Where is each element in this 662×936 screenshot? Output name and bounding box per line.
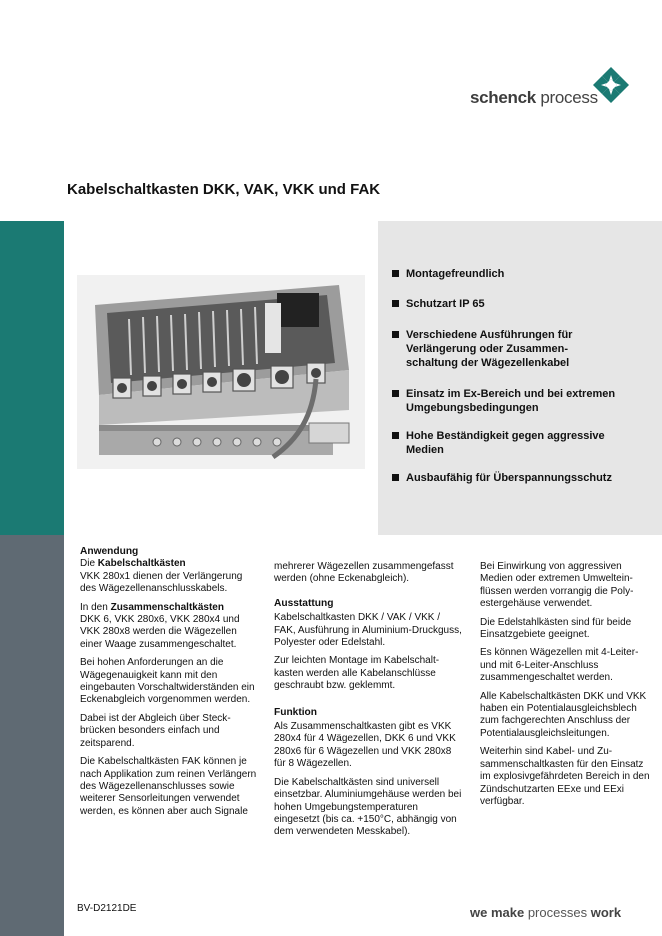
feature-item xyxy=(392,267,644,281)
slogan-part: we make xyxy=(470,905,525,920)
brand-slogan xyxy=(470,905,621,920)
section-heading-funktion: Funktion xyxy=(274,706,318,718)
feature-item xyxy=(392,429,644,457)
bullet-square-icon xyxy=(392,270,399,277)
side-bar-gray xyxy=(0,535,64,936)
document-code: BV-D2121DE xyxy=(77,903,137,914)
side-bar-teal xyxy=(0,221,64,535)
bold-term: Kabelschaltkästen xyxy=(97,558,186,570)
paragraph: Als Zusammenschaltkasten gibt es VKK 280x4 für 4 Wägezellen, DKK 6 und VKK 280x6 für 6 Wägezellen und VKK 280x8 für 8 Wägezellen. xyxy=(274,721,456,770)
feature-item xyxy=(392,387,644,415)
feature-item xyxy=(392,471,644,485)
paragraph: Bei Einwirkung von aggressiven Medien oder extremen Umwelteinflüssen werden vorrangig die Polyestergehäuse verwendet. xyxy=(480,561,634,610)
paragraph: Alle Kabelschaltkästen DKK und VKK haben ein Potentialausgleichsblech zum fachgerechten Anschluss der Potentialausgleichsleitungen. xyxy=(480,690,647,739)
feature-text: Einsatz im Ex-Bereich und bei extremen Umgebungsbedingungen xyxy=(406,388,616,414)
paragraph: Die Kabelschaltkästen sind universell einsetzbar. Aluminiumgehäuse werden bei hohen Umgebungstemperaturen eingesetzt (bis ca. +150°C, abhängig von dem verwendeten Messkabel). xyxy=(274,776,462,838)
feature-text: Schutzart IP 65 xyxy=(406,298,485,310)
brand-logo-text xyxy=(470,88,598,108)
text-column-3 xyxy=(480,561,655,814)
page-title: Kabelschaltkasten DKK, VAK, VKK und FAK xyxy=(67,181,381,198)
paragraph xyxy=(80,558,260,595)
product-photo xyxy=(77,275,365,469)
bullet-square-icon xyxy=(392,300,399,307)
text: DKK 6, VKK 280x6, VKK 280x4 und VKK 280x8 werden die Wägezellen einer Waage zusammengeschaltet. xyxy=(80,614,240,650)
slogan-part: work xyxy=(590,905,622,920)
paragraph: Es können Wägezellen mit 4-Leiter- und mit 6-Leiter-Anschluss zusammengeschaltet werden. xyxy=(480,647,639,684)
feature-item xyxy=(392,328,644,370)
brand-name-bold: schenck xyxy=(470,88,536,107)
schenck-logo-icon xyxy=(592,66,630,104)
bullet-square-icon xyxy=(392,390,399,397)
bullet-square-icon xyxy=(392,474,399,481)
text-column-2 xyxy=(274,561,464,845)
feature-text: Ausbaufähig für Überspannungsschutz xyxy=(406,472,612,484)
section-heading-anwendung: Anwendung xyxy=(80,546,139,557)
paragraph: Die Kabelschaltkästen FAK können je nach Applikation zum reinen Verlängern des Wägezellenanschlusses sowie weiterer Sensorleitungen verwendet werden, es können aber auch Signale xyxy=(80,756,257,817)
paragraph: Die Edelstahlkästen sind für beide Einsatzgebiete geeignet. xyxy=(480,616,632,641)
bold-term: Zusammenschaltkästen xyxy=(110,601,224,613)
text-column-1 xyxy=(80,546,260,824)
section-heading-ausstattung: Ausstattung xyxy=(274,597,334,609)
text: In den xyxy=(80,601,111,613)
feature-text: Hohe Beständigkeit gegen aggressive Medien xyxy=(406,430,605,456)
paragraph: Bei hohen Anforderungen an die Wägegenauigkeit kann mit den eingebauten Vorschaltwiderständen ein Eckenabgleich vorgenommen werden. xyxy=(80,657,255,706)
paragraph: mehrerer Wägezellen zusammengefasst werden (ohne Eckenabgleich). xyxy=(274,561,454,585)
feature-text: Montagefreundlich xyxy=(406,268,505,280)
text: VKK 280x1 dienen der Verlängerung des Wägezellenanschlusskabels. xyxy=(80,570,243,595)
paragraph: Kabelschaltkasten DKK / VAK / VKK / FAK, Ausführung in Aluminium-Druckguss, Polyester oder Edelstahl. xyxy=(274,612,462,649)
slogan-part: processes xyxy=(527,905,588,920)
feature-item xyxy=(392,297,644,311)
paragraph: Zur leichten Montage im Kabelschaltkasten werden alle Kabelanschlüsse geschraubt bzw. geklemmt. xyxy=(274,655,440,692)
paragraph: Dabei ist der Abgleich über Steckbrücken besonders einfach und zeitsparend. xyxy=(80,712,231,749)
paragraph: Weiterhin sind Kabel- und Zusammenschaltkasten für den Einsatz im explosivgefährdeten Bereich in den Zündschutzarten EExe und EExi verfügbar. xyxy=(480,746,650,807)
bullet-square-icon xyxy=(392,331,399,338)
bullet-square-icon xyxy=(392,432,399,439)
brand-name-light: process xyxy=(540,88,598,107)
paragraph xyxy=(80,602,260,652)
feature-text: Verschiedene Ausführungen für Verlängerung oder Zusammenschaltung der Wägezellenkabel xyxy=(406,329,573,369)
text: Die xyxy=(80,558,98,570)
